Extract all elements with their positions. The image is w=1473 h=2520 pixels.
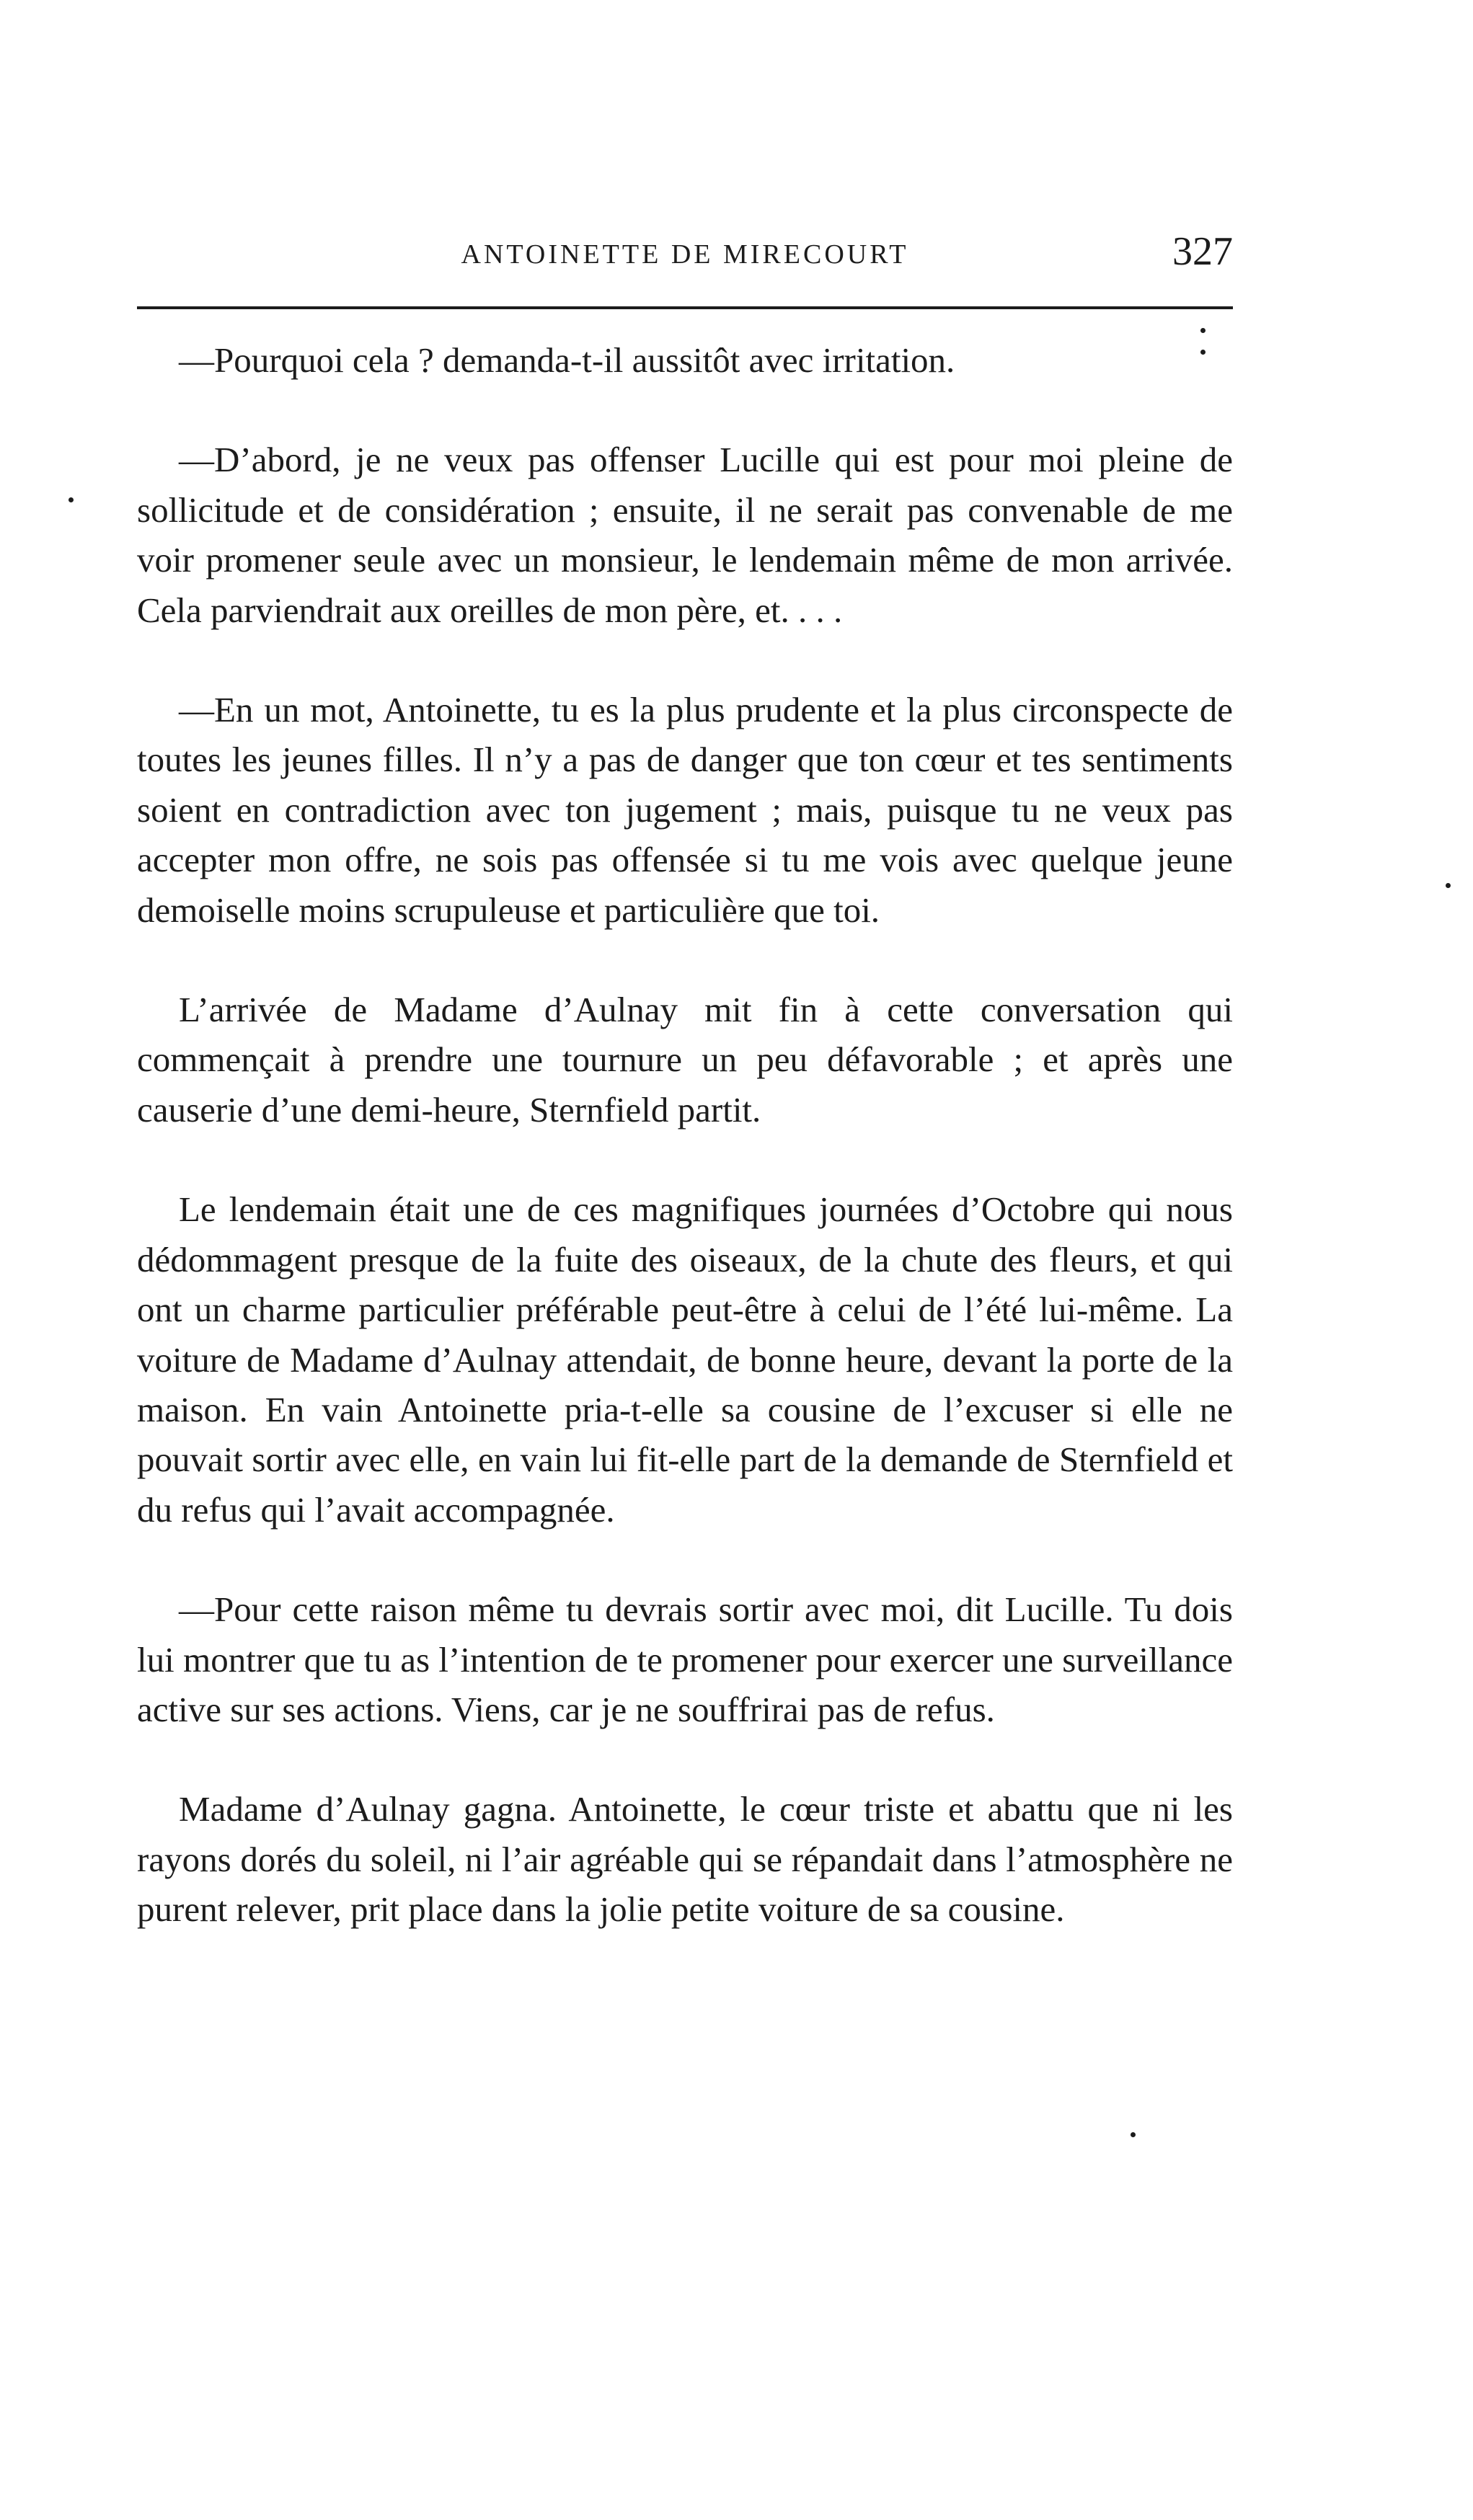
paragraph: Le lendemain était une de ces magnifiques journées d’Octobre qui nous dédommagent presque de la fuite des oiseaux, de la chute des fleurs, et qui ont un charme particulier préférable peut-être à celui de l’été lui-même. La voiture de Madame d’Aulnay attendait, de bonne heure, devant la porte de la maison. En vain Antoinette pria-t-elle sa cousine de l’excuser si elle ne pouvait sortir avec elle, en vain lui fit-elle part de la demande de Sternfield et du refus qui l’avait accompagnée. — [137, 1189, 1233, 1530]
print-speck — [68, 497, 74, 502]
paragraph: —En un mot, Antoinette, tu es la plus prudente et la plus circonspecte de toutes les jeunes filles. Il n’y a pas de danger que ton cœur et tes sentiments soient en contradiction avec ton jugement ; mais, puisque tu ne veux pas accepter mon offre, ne sois pas offensée si tu me vois avec quelque jeune demoiselle moins scrupuleuse et particulière que toi. — [137, 690, 1233, 930]
body-text — [137, 335, 1233, 1935]
page-number: 327 — [1172, 229, 1233, 274]
print-speck — [1200, 328, 1206, 333]
paragraph: —D’abord, je ne veux pas offenser Lucille qui est pour moi pleine de sollicitude et de considération ; ensuite, il ne serait pas convenable de me voir promener seule avec un monsieur, le lendemain même de mon arrivée. Cela parviendrait aux oreilles de mon père, et. . . . — [137, 440, 1233, 630]
paragraph: —Pourquoi cela ? demanda-t-il aussitôt avec irritation. — [179, 340, 955, 380]
print-speck — [1446, 883, 1451, 888]
print-speck — [1200, 350, 1206, 355]
paragraph: Madame d’Aulnay gagna. Antoinette, le cœur triste et abattu que ni les rayons dorés du soleil, ni l’air agréable qui se répandait dans l’atmosphère ne purent relever, prit place dans la jolie petite voiture de sa cousine. — [137, 1789, 1233, 1930]
paragraph: L’arrivée de Madame d’Aulnay mit fin à cette conversation qui commençait à prendre une tournure un peu défavorable ; et après une causerie d’une demi-heure, Sternfield partit. — [137, 990, 1233, 1130]
paragraph: —Pour cette raison même tu devrais sortir avec moi, dit Lucille. Tu dois lui montrer que tu as l’intention de te promener pour exercer une surveillance active sur ses actions. Viens, car je ne souffrirai pas de refus. — [137, 1589, 1233, 1729]
page-header — [137, 229, 1233, 280]
header-rule — [137, 306, 1233, 309]
print-speck — [1131, 2132, 1136, 2137]
running-title: ANTOINETTE DE MIRECOURT — [461, 239, 909, 270]
